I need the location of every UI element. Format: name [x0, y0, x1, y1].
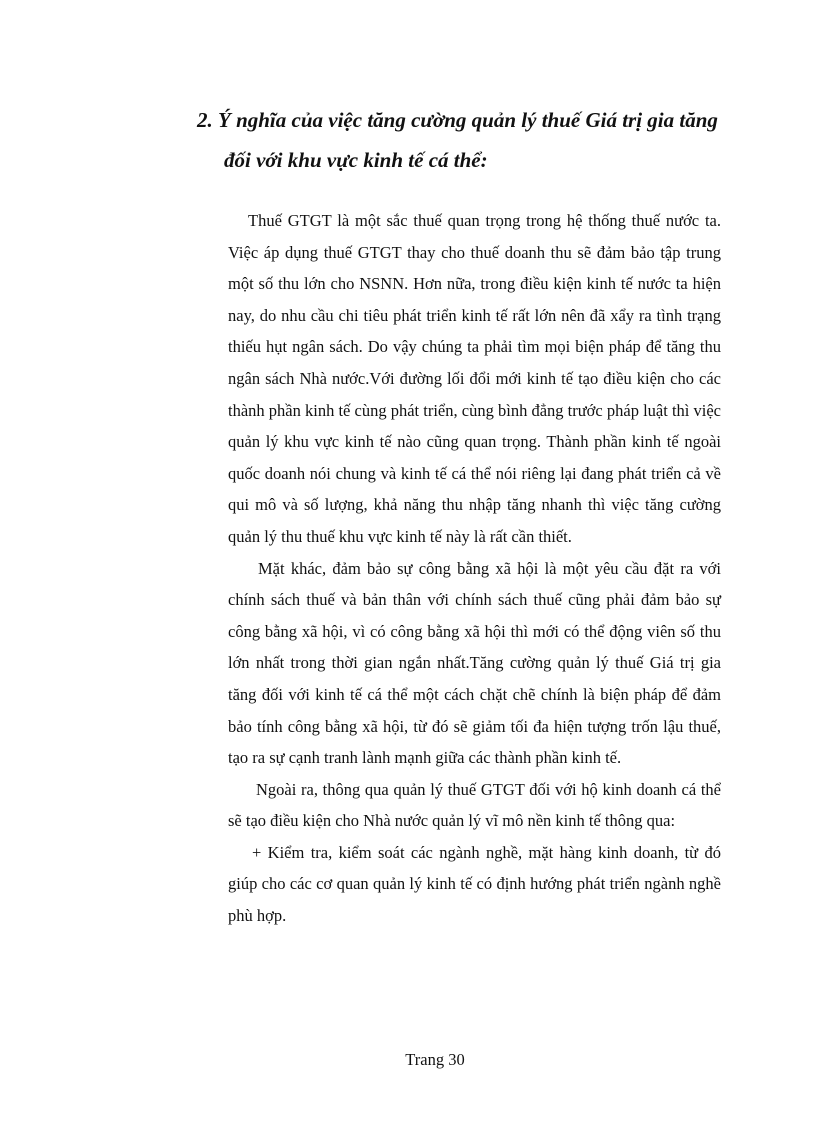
paragraph-1: Thuế GTGT là một sắc thuế quan trọng trong hệ thống thuế nước ta. Việc áp dụng thuế GTGT thay cho thuế doanh thu sẽ đảm bảo tập trung một số thu lớn cho NSNN. Hơn nữa, trong điều kiện kinh tế nước ta hiện nay, do nhu cầu chi tiêu phát triển kinh tế rất lớn nên đã xẩy ra tình trạng thiếu hụt ngân sách. Do vậy chúng ta phải tìm mọi biện pháp để tăng thu ngân sách Nhà nước.Với đường lối đổi mới kinh tế tạo điều kiện cho các thành phần kinh tế cùng phát triển, cùng bình đẳng trước pháp luật thì việc quản lý khu vực kinh tế nào cũng quan trọng. Thành phần kinh tế ngoài quốc doanh nói chung và kinh tế cá thể nói riêng lại đang phát triển cả về qui mô và số lượng, khả năng thu nhập tăng nhanh thì việc tăng cường quản lý thu thuế khu vực kinh tế này là rất cần thiết. — [228, 211, 721, 546]
section-heading-line-2: đối với khu vực kinh tế cá thể: — [224, 148, 488, 172]
paragraph-2: Mặt khác, đảm bảo sự công bằng xã hội là một yêu cầu đặt ra với chính sách thuế và bản thân với chính sách thuế cũng phải đảm bảo sự công bằng xã hội, vì có công bằng xã hội thì mới có thể động viên số thu lớn nhất trong thời gian ngắn nhất.Tăng cường quản lý thuế Giá trị gia tăng đối với kinh tế cá thể một cách chặt chẽ chính là biện pháp để đảm bảo tính công bằng xã hội, từ đó sẽ giảm tối đa hiện tượng trốn lậu thuế, tạo ra sự cạnh tranh lành mạnh giữa các thành phần kinh tế. — [228, 558, 721, 768]
body-text — [228, 205, 721, 932]
page-number: Trang 30 — [405, 1050, 465, 1069]
section-heading — [197, 100, 757, 180]
paragraph-4: + Kiểm tra, kiểm soát các ngành nghề, mặt hàng kinh doanh, từ đó giúp cho các cơ quan quản lý kinh tế có định hướng phát triển ngành nghề phù hợp. — [228, 842, 721, 926]
section-heading-line-1: 2. Ý nghĩa của việc tăng cường quản lý thuế Giá trị gia tăng — [197, 108, 718, 132]
paragraph-3: Ngoài ra, thông qua quản lý thuế GTGT đối với hộ kinh doanh cá thể sẽ tạo điều kiện cho Nhà nước quản lý vĩ mô nền kinh tế thông qua: — [228, 779, 721, 831]
